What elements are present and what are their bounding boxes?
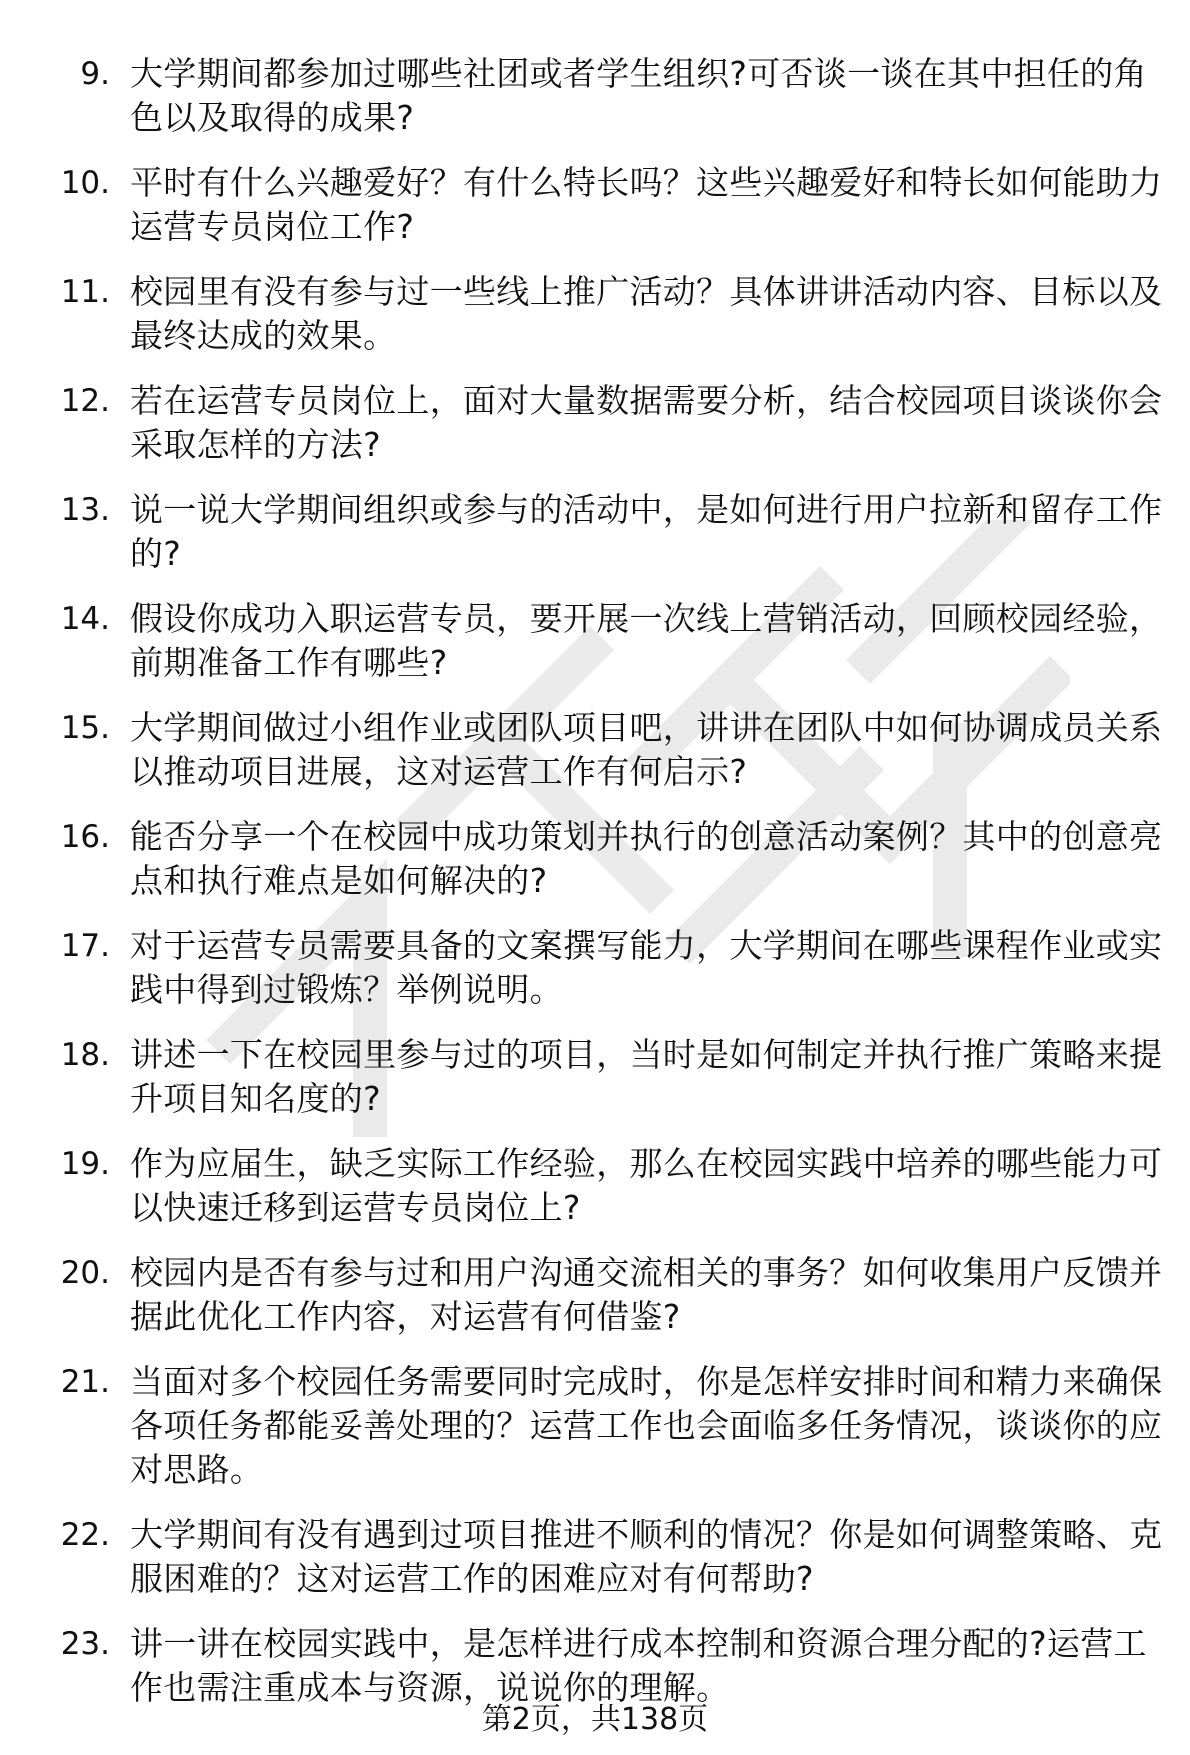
question-text: 大学期间有没有遇到过项目推进不顺利的情况？你是如何调整策略、克服困难的？这对运营工作的困难应对有何帮助? [130, 1515, 1163, 1598]
question-text: 大学期间做过小组作业或团队项目吧，讲讲在团队中如何协调成员关系以推动项目进展，这对运营工作有何启示? [130, 708, 1163, 791]
question-item [0, 1360, 1190, 1492]
question-number: 14. [60, 601, 110, 637]
question-number: 15. [60, 710, 110, 746]
question-number: 21. [60, 1364, 110, 1400]
question-number: 16. [60, 819, 110, 855]
question-number: 20. [60, 1255, 110, 1291]
question-item [0, 161, 1190, 249]
question-item [0, 1513, 1190, 1601]
question-number: 10. [60, 165, 110, 201]
question-text: 假设你成功入职运营专员，要开展一次线上营销活动，回顾校园经验，前期准备工作有哪些? [130, 599, 1163, 682]
question-number: 17. [60, 928, 110, 964]
question-text: 若在运营专员岗位上，面对大量数据需要分析，结合校园项目谈谈你会采取怎样的方法? [130, 381, 1163, 464]
question-number: 13. [60, 492, 110, 528]
question-item [0, 52, 1190, 140]
question-number: 18. [60, 1037, 110, 1073]
question-text: 大学期间都参加过哪些社团或者学生组织?可否谈一谈在其中担任的角色以及取得的成果? [130, 54, 1147, 137]
question-item [0, 706, 1190, 794]
question-text: 讲一讲在校园实践中，是怎样进行成本控制和资源合理分配的?运营工作也需注重成本与资源，说说你的理解。 [130, 1624, 1147, 1707]
question-item [0, 379, 1190, 467]
page-footer: 第2页，共138页 [481, 1702, 709, 1737]
question-number: 23. [60, 1626, 110, 1662]
question-item [0, 1251, 1190, 1339]
question-item [0, 1142, 1190, 1230]
question-text: 作为应届生，缺乏实际工作经验，那么在校园实践中培养的哪些能力可以快速迁移到运营专员岗位上? [130, 1144, 1163, 1227]
question-item [0, 1033, 1190, 1121]
question-item [0, 1622, 1190, 1710]
question-number: 12. [60, 383, 110, 419]
question-list [0, 52, 1190, 1731]
question-text: 能否分享一个在校园中成功策划并执行的创意活动案例？其中的创意亮点和执行难点是如何解决的? [130, 817, 1163, 900]
question-number: 22. [60, 1517, 110, 1553]
question-text: 讲述一下在校园里参与过的项目，当时是如何制定并执行推广策略来提升项目知名度的? [130, 1035, 1163, 1118]
question-number: 19. [60, 1146, 110, 1182]
question-item [0, 597, 1190, 685]
question-text: 校园里有没有参与过一些线上推广活动？具体讲讲活动内容、目标以及最终达成的效果。 [130, 272, 1163, 355]
question-text: 对于运营专员需要具备的文案撰写能力，大学期间在哪些课程作业或实践中得到过锻炼？举例说明。 [130, 926, 1163, 1009]
question-number: 9. [80, 56, 110, 92]
question-item [0, 815, 1190, 903]
question-text: 当面对多个校园任务需要同时完成时，你是怎样安排时间和精力来确保各项任务都能妥善处理的？运营工作也会面临多任务情况，谈谈你的应对思路。 [130, 1362, 1163, 1489]
question-item [0, 924, 1190, 1012]
question-number: 11. [60, 274, 110, 310]
question-text: 说一说大学期间组织或参与的活动中，是如何进行用户拉新和留存工作的? [130, 490, 1163, 573]
question-text: 校园内是否有参与过和用户沟通交流相关的事务？如何收集用户反馈并据此优化工作内容，对运营有何借鉴? [130, 1253, 1163, 1336]
question-item [0, 488, 1190, 576]
question-item [0, 270, 1190, 358]
question-text: 平时有什么兴趣爱好？有什么特长吗？这些兴趣爱好和特长如何能助力运营专员岗位工作? [130, 163, 1163, 246]
